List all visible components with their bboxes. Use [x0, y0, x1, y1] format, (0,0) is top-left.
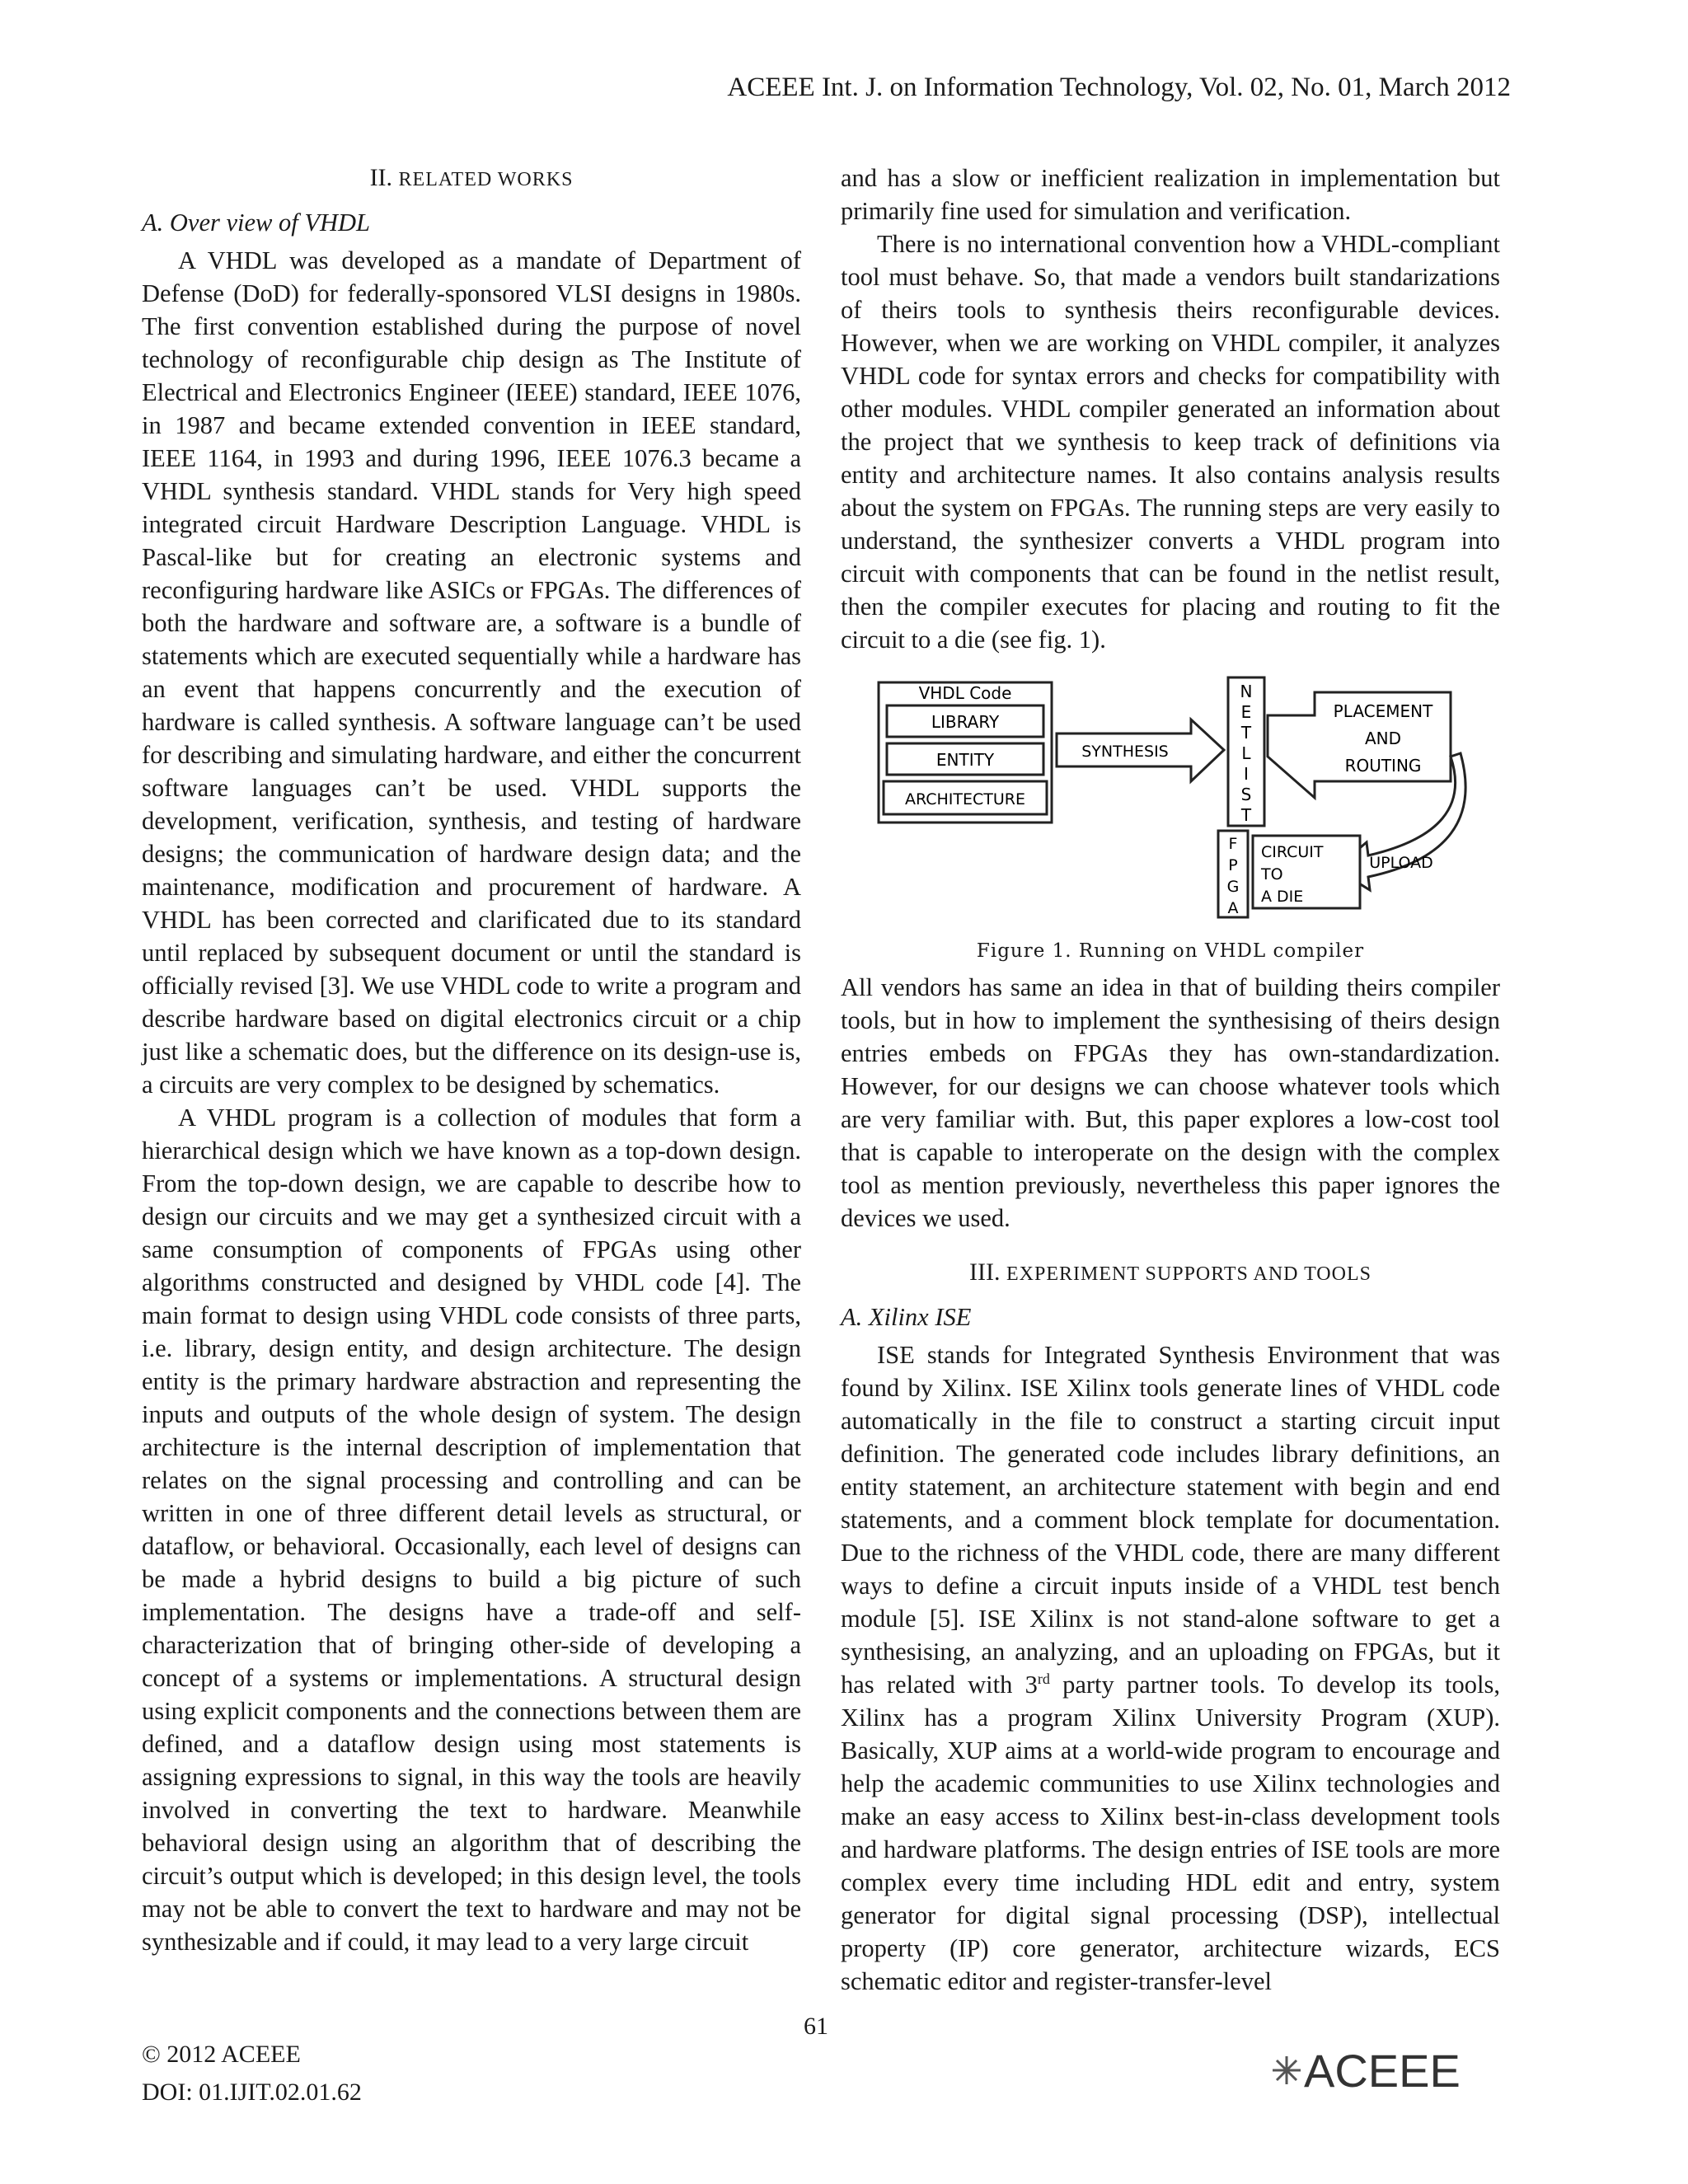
library-label: LIBRARY — [931, 712, 1000, 732]
section-title: RELATED WORKS — [398, 169, 574, 190]
fpga-letter: F — [1228, 835, 1238, 853]
figure-1 — [841, 674, 1500, 968]
fpga-letter: A — [1227, 899, 1239, 917]
paragraph-text: ISE stands for Integrated Synthesis Environment that was found by Xilinx. ISE Xilinx tools generate lines of VHDL code automatically in the file to construct a starting circuit input definition. The generated code includes library definitions, an entity statement, an architecture statement with begin and end statements, and a comment block template for documentation. Due to the richness of the VHDL code, there are many different ways to define a circuit inputs inside of a VHDL test bench module [5]. ISE Xilinx is not stand-alone software to get a synthesising, an analyzing, and an uploading on FPGAs, but it has related with 3 — [841, 1341, 1500, 1699]
netlist-letter: N — [1240, 682, 1253, 701]
netlist-letter: L — [1241, 743, 1251, 763]
netlist-letter: S — [1240, 785, 1252, 804]
right-column — [841, 162, 1500, 1998]
fpga-letter: P — [1228, 856, 1238, 874]
footer-left — [142, 2036, 362, 2111]
subsection-heading: A. Over view of VHDL — [142, 209, 370, 237]
section-title: EXPERIMENT SUPPORTS AND TOOLS — [1006, 1263, 1372, 1285]
netlist-letter: T — [1240, 723, 1252, 743]
paragraph — [841, 1338, 1500, 1998]
netlist-letter: T — [1240, 805, 1252, 825]
fpga-letter: G — [1226, 878, 1240, 896]
upload-label: UPLOAD — [1369, 854, 1433, 872]
synthesis-label: SYNTHESIS — [1081, 743, 1169, 761]
to-label: TO — [1261, 865, 1283, 883]
left-column — [142, 162, 801, 1958]
page-number: 61 — [804, 2013, 828, 2040]
superscript: rd — [1037, 1670, 1050, 1687]
entity-label: ENTITY — [935, 750, 995, 770]
paragraph: A VHDL was developed as a mandate of Department of Defense (DoD) for federally-sponsored VLSI designs in 1980s. The first convention established during the purpose of novel technology of reconfigurable chip design as The Institute of Electrical and Electronics Engineer (IEEE) standard, IEEE 1076, in 1987 and became extended convention in IEEE standard, IEEE 1164, in 1993 and during 1996, IEEE 1076.3 became a VHDL synthesis standard. VHDL stands for Very high speed integrated circuit Hardware Description Language. VHDL is Pascal-like but for creating an electronic systems and reconfiguring hardware like ASICs or FPGAs. The differences of both the hardware and software are, a software is a bundle of statements which are executed sequentially while a hardware has an event that happens concurrently and the execution of hardware is called synthesis. A software language can’t be used for describing and simulating hardware, and either the concurrent software languages can’t be used. VHDL supports the development, verification, synthesis, and testing of hardware designs; the communication of hardware design data; and the maintenance, modification and procurement of hardware. A VHDL has been corrected and clarificated due to its standard until replaced by subsequent document or until the standard is officially revised [3]. We use VHDL code to write a program and describe hardware based on digital electronics circuit or a chip just like a schematic does, but the difference on its design-use is, a circuits are very complex to be designed by schematics. — [142, 246, 801, 1099]
star-icon — [1273, 2056, 1301, 2084]
section-number: III. — [969, 1258, 1001, 1286]
paragraph-text: party partner tools. To develop its tools, Xilinx has a program Xilinx University Program (XUP). Basically, XUP aims at a world-wide program to encourage and help the academic communities to use Xilinx technologies and make an easy access to Xilinx best-in-class development tools and hardware platforms. The design entries of ISE tools are more complex every time including HDL edit and entry, system generator for digital signal processing (DSP), intellectual property (IP) core generator, architecture wizards, ECS schematic editor and register-transfer-level — [841, 1671, 1500, 1995]
subsection-heading: A. Xilinx ISE — [841, 1303, 972, 1331]
copyright: © 2012 ACEEE — [142, 2041, 301, 2068]
paragraph: There is no international convention how a VHDL-compliant tool must behave. So, that made a vendors built standarizations of theirs tools to synthesis theirs reconfigurable devices. However, when we are working on VHDL compiler, it analyzes VHDL code for syntax errors and checks for compatibility with other modules. VHDL compiler generated an information about the project that we synthesis to keep track of definitions via entity and architecture names. It also contains analysis results about the system on FPGAs. The running steps are very easily to understand, the synthesizer converts a VHDL program into circuit with components that can be found in the netlist result, then the compiler executes for placing and routing to fit the circuit to a die (see fig. 1). — [841, 230, 1500, 654]
figure-caption: Figure 1. Running on VHDL compiler — [976, 940, 1365, 962]
aceee-logo — [1268, 2046, 1515, 2095]
placement-label: PLACEMENT — [1333, 701, 1433, 721]
paragraph: A VHDL program is a collection of modules that form a hierarchical design which we have known as a top-down design. From the top-down design, we are capable to describe how to design our circuits and we may get a synthesized circuit with a same consumption of components of FPGAs using other algorithms constructed and designed by VHDL code [4]. The main format to design using VHDL code consists of three parts, i.e. library, design entity, and design architecture. The design entity is the primary hardware abstraction and representing the inputs and outputs of the whole design of system. The design architecture is the internal description of implementation that relates on the signal processing and controlling and can be written in one of three different detail levels as structural, or dataflow, or behavioral. Occasionally, each level of designs can be made a hybrid designs to build a big picture of such implementation. The designs have a trade-off and self-characterization that of bringing other-side of developing a concept of a systems or implementations. A structural design using explicit components and the connections between them are defined, and a dataflow design using most statements is assigning expressions to signal, in this way the tools are heavily involved in converting the text to hardware. Meanwhile behavioral design using an algorithm that of describing the circuit’s output which is developed; in this design level, the tools may not be able to convert the text to hardware and may not be synthesizable and if could, it may lead to a very large circuit — [142, 1104, 801, 1956]
and-label: AND — [1364, 729, 1402, 748]
paragraph: and has a slow or inefficient realization in implementation but primarily fine used for simulation and verification. — [841, 164, 1500, 225]
logo-text: ACEEE — [1304, 2046, 1461, 2095]
section-heading-experiment — [841, 1256, 1500, 1291]
vhdl-compiler-diagram — [874, 674, 1467, 921]
architecture-label: ARCHITECTURE — [904, 790, 1026, 808]
vhdl-code-label: VHDL Code — [918, 683, 1012, 703]
journal-header: ACEEE Int. J. on Information Technology, Vol. 02, No. 01, March 2012 — [727, 73, 1511, 102]
a-die-label: A DIE — [1261, 888, 1304, 906]
doi: DOI: 01.IJIT.02.01.62 — [142, 2079, 362, 2106]
section-number: II. — [369, 164, 393, 191]
netlist-letter: I — [1244, 764, 1249, 784]
section-heading-related-works — [142, 162, 801, 196]
netlist-letter: E — [1240, 702, 1252, 722]
circuit-label: CIRCUIT — [1261, 843, 1324, 861]
routing-label: ROUTING — [1344, 756, 1422, 776]
paragraph: All vendors has same an idea in that of building theirs compiler tools, but in how to implement the synthesising of theirs design entries embeds on FPGAs they has own-standardization. However, for our designs we can choose whatever tools which are very familiar with. But, this paper explores a low-cost tool that is capable to interoperate on the design with the complex tool as mention previously, nevertheless this paper ignores the devices we used. — [841, 973, 1500, 1232]
netlist-letters — [1240, 682, 1253, 825]
